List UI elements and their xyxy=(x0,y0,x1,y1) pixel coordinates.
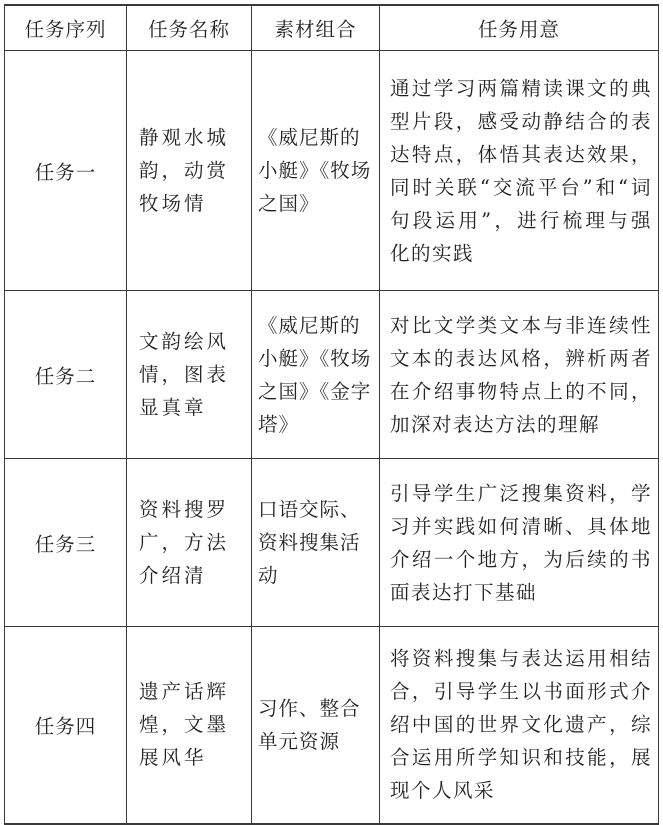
task-sequence: 任务三 xyxy=(5,459,127,627)
header-row xyxy=(5,5,659,51)
task-name: 文韵绘风情，图表显真章 xyxy=(139,330,230,419)
task-purpose: 对比文学类文本与非连续性文本的表达风格，辨析两者在介绍事物特点上的不同，加深对表达方法的理解 xyxy=(390,313,652,436)
table-body xyxy=(5,51,659,824)
task-purpose: 将资料搜集与表达运用相结合，引导学生以书面形式介绍中国的世界文化遗产，综合运用所学知识和技能，展现个人风采 xyxy=(390,647,652,803)
purpose-cell xyxy=(380,51,659,291)
table-header xyxy=(5,5,659,51)
purpose-cell xyxy=(380,627,659,824)
task-name: 资料搜罗广，方法介绍清 xyxy=(139,498,230,587)
task-sequence: 任务四 xyxy=(5,627,127,824)
task-name: 遗产话辉煌，文墨展风华 xyxy=(139,680,230,770)
materials: 《威尼斯的小艇》《牧场之国》《金字塔》 xyxy=(258,313,372,436)
purpose-cell xyxy=(380,291,659,459)
purpose-cell xyxy=(380,459,659,627)
table-row-task-1 xyxy=(5,51,659,291)
materials-cell xyxy=(252,627,380,824)
header-task-sequence: 任务序列 xyxy=(5,5,127,51)
task-purpose: 引导学生广泛搜集资料，学习并实践如何清晰、具体地介绍一个地方，为后续的书面表达打下基础 xyxy=(390,481,652,604)
materials-cell xyxy=(252,459,380,627)
task-purpose: 通过学习两篇精读课文的典型片段，感受动静结合的表达特点，体悟其表达效果，同时关联“交流平台”和“词句段运用”，进行梳理与强化的实践 xyxy=(390,76,652,265)
materials-cell xyxy=(252,291,380,459)
header-task-purpose: 任务用意 xyxy=(380,5,659,51)
materials: 《威尼斯的小艇》《牧场之国》 xyxy=(258,126,372,215)
task-name: 静观水城韵，动赏牧场情 xyxy=(139,126,230,215)
table-row-task-4 xyxy=(5,627,659,824)
task-name-cell xyxy=(127,291,252,459)
header-task-name: 任务名称 xyxy=(127,5,252,51)
task-sequence: 任务二 xyxy=(5,291,127,459)
table-row-task-2 xyxy=(5,291,659,459)
task-table xyxy=(4,4,659,825)
task-sequence: 任务一 xyxy=(5,51,127,291)
materials-cell xyxy=(252,51,380,291)
table-row-task-3 xyxy=(5,459,659,627)
header-materials: 素材组合 xyxy=(252,5,380,51)
task-name-cell xyxy=(127,627,252,824)
materials: 习作、整合单元资源 xyxy=(258,696,361,753)
task-name-cell xyxy=(127,51,252,291)
task-name-cell xyxy=(127,459,252,627)
materials: 口语交际、资料搜集活动 xyxy=(258,498,361,587)
